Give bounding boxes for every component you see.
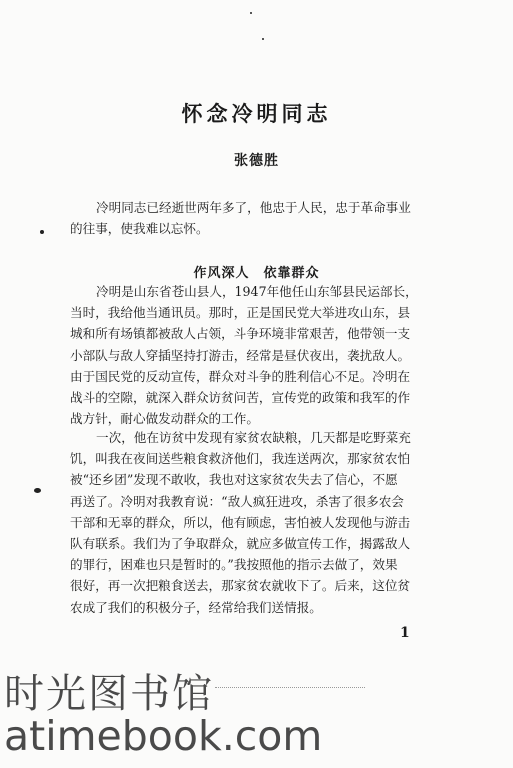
text-line: 干部和无辜的群众，所以，他有顾虑，害怕被人发现他与游击 [70,514,411,530]
intro-paragraph [70,197,455,239]
text-line: 被“还乡团”发现不敢收，我也对这家贫农失去了信心，不愿 [70,472,398,488]
text-line: 的往事，使我难以忘怀。 [70,221,209,237]
text-line: 很好，再一次把粮食送去，那家贫农就收下了。后来，这位贫 [70,578,411,594]
watermark-url: atimebook.com [4,712,323,760]
text-line: 的罪行，困难也只是暂时的。”我按照他的指示去做了，效果 [70,557,398,573]
text-line: 冷明同志已经逝世两年多了，他忠于人民，忠于革命事业 [96,200,411,215]
text-line: 当时，我给他当通讯员。那时，正是国民党大举进攻山东，县 [70,305,411,321]
text-line: 战方针，耐心做发动群众的工作。 [70,411,259,427]
text-line: 冷明是山东省苍山县人，1947年他任山东邹县民运部长， [96,284,418,299]
text-line: 再送了。冷明对我教育说：“敌人疯狂进攻，杀害了很多农会 [70,493,404,509]
watermark-title: 时光图书馆 [4,671,214,717]
text-line: 农成了我们的积极分子，经常给我们送情报。 [70,599,322,615]
text-line: 由于国民党的反动宣传，群众对斗争的胜利信心不足。冷明在 [70,368,411,384]
text-line: 小部队与敌人穿插坚持打游击，经常是昼伏夜出，袭扰敌人。 [70,347,411,363]
text-line: 饥，叫我在夜间送些粮食救济他们，我连送两次，那家贫农怕 [70,451,411,467]
body-paragraph-2 [70,427,455,618]
page-number: 1 [400,625,410,641]
text-line: 城和所有场镇都被敌人占领，斗争环境非常艰苦，他带领一支 [70,326,411,342]
scan-speck [40,230,44,234]
text-line: 战斗的空隙，就深入群众访贫问苦，宣传党的政策和我军的作 [70,389,411,405]
text-line: 一次，他在访贫中发现有家贫农缺粮，几天都是吃野菜充 [96,430,411,445]
section-heading: 作风深人 依靠群众 [193,266,320,281]
scan-speck [34,488,41,493]
page-title: 怀念冷明同志 [181,101,332,126]
body-paragraph-1 [70,281,455,429]
author-name: 张德胜 [234,153,279,169]
text-line: 队有联系。我们为了争取群众，就应多做宣传工作，揭露敌人 [70,535,411,551]
scan-speck [250,12,252,14]
scan-speck [262,38,264,40]
